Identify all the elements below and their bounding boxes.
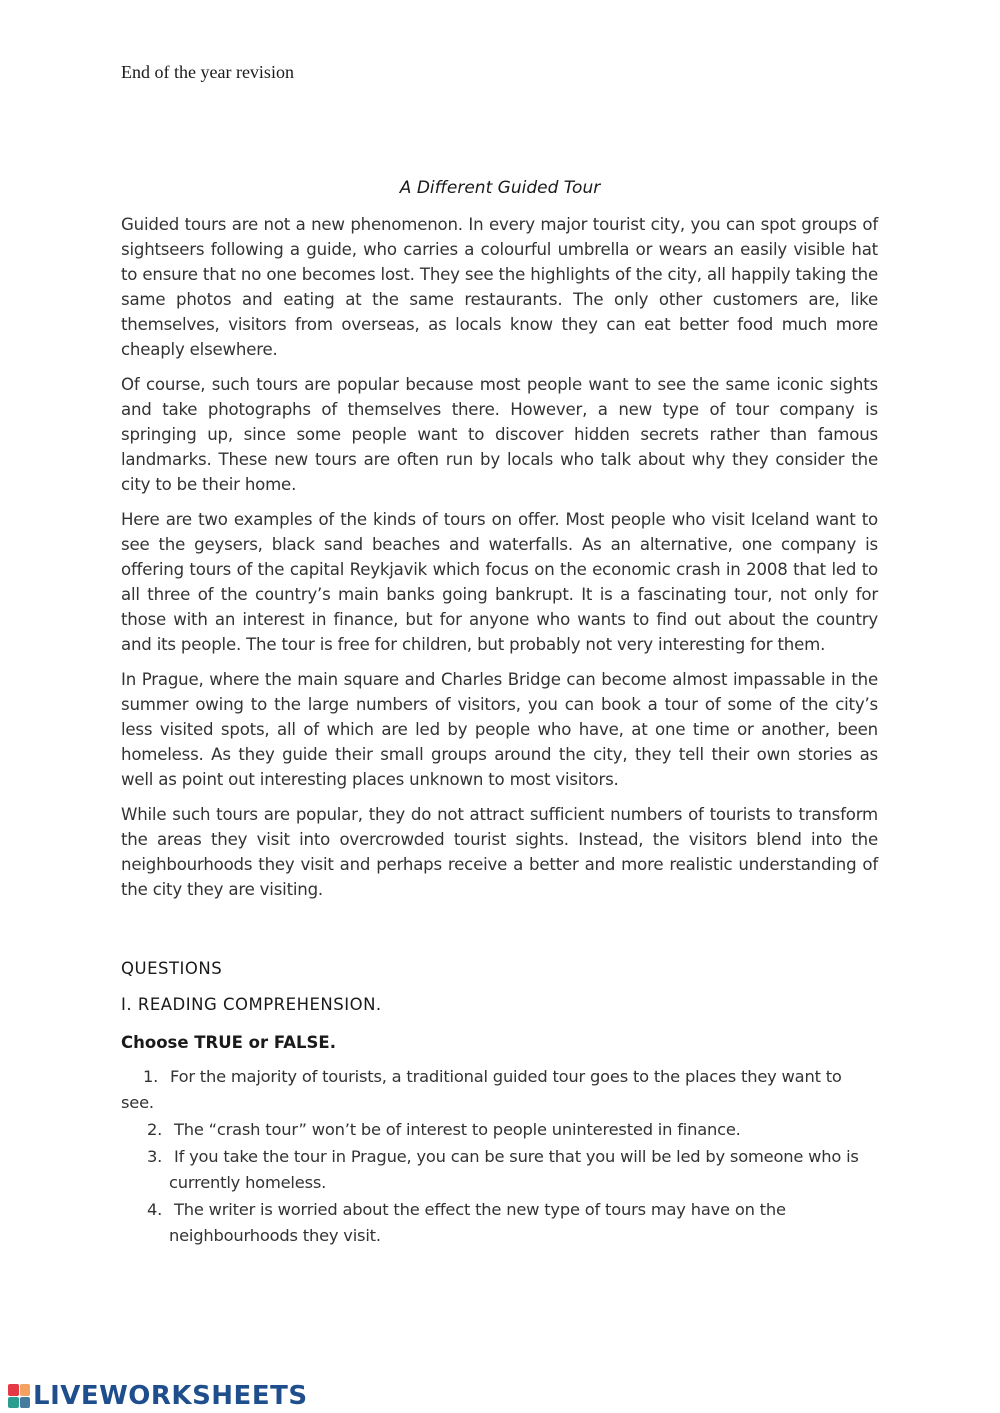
questions-section xyxy=(121,956,878,1250)
logo-square-icon xyxy=(8,1384,19,1396)
article-paragraph: Guided tours are not a new phenomenon. In every major tourist city, you can spot groups of sightseers following a guide, who carries a colourful umbrella or wears an easily visible hat to ensure that no one becomes lost. They see the highlights of the city, all happily taking the same photos and eating at the same restaurants. The only other customers are, like themselves, visitors from overseas, as locals know they can eat better food much more cheaply elsewhere. xyxy=(121,215,878,359)
logo-square-icon xyxy=(20,1397,31,1409)
question-text: The writer is worried about the effect the new type of tours may have on the neighbourhoods they visit. xyxy=(169,1200,786,1245)
question-text: The “crash tour” won’t be of interest to people uninterested in finance. xyxy=(173,1120,741,1139)
article-paragraph: Of course, such tours are popular because most people want to see the same iconic sights and take photographs of themselves there. However, a new type of tour company is springing up, since some people want to discover hidden secrets rather than famous landmarks. These new tours are often run by locals who talk about why they consider the city to be their home. xyxy=(121,375,878,494)
liveworksheets-logo[interactable] xyxy=(8,1380,308,1412)
question-item xyxy=(121,1197,878,1249)
question-text: For the majority of tourists, a traditional guided tour goes to the places they want to see. xyxy=(121,1067,842,1112)
liveworksheets-logo-icon xyxy=(8,1384,30,1408)
question-number: 1. xyxy=(143,1067,159,1086)
question-instruction: Choose TRUE or FALSE. xyxy=(121,1033,336,1052)
question-number: 3. xyxy=(147,1147,163,1166)
header-label: End of the year revision xyxy=(121,62,294,82)
article-body xyxy=(121,212,878,912)
question-number: 4. xyxy=(147,1200,163,1219)
question-list xyxy=(121,1064,878,1249)
reading-comprehension-heading: I. READING COMPREHENSION. xyxy=(121,995,382,1014)
question-item xyxy=(121,1117,878,1143)
questions-heading: QUESTIONS xyxy=(121,959,223,978)
question-number: 2. xyxy=(147,1120,163,1139)
logo-square-icon xyxy=(20,1384,31,1396)
logo-square-icon xyxy=(8,1397,19,1409)
article-paragraph: In Prague, where the main square and Charles Bridge can become almost impassable in the summer owing to the large numbers of visitors, you can book a tour of some of the city’s less visited spots, all of which are led by people who have, at one time or another, been homeless. As they guide their small groups around the city, they tell their own stories as well as point out interesting places unknown to most visitors. xyxy=(121,670,878,789)
liveworksheets-logo-text: LIVEWORKSHEETS xyxy=(33,1381,308,1411)
article-title: A Different Guided Tour xyxy=(399,178,601,198)
article-paragraph: While such tours are popular, they do not attract sufficient numbers of tourists to transform the areas they visit into overcrowded tourist sights. Instead, the visitors blend into the neighbourhoods they visit and perhaps receive a better and more realistic understanding of the city they are visiting. xyxy=(121,805,878,899)
question-item xyxy=(121,1064,878,1116)
article-paragraph: Here are two examples of the kinds of tours on offer. Most people who visit Iceland want to see the geysers, black sand beaches and waterfalls. As an alternative, one company is offering tours of the capital Reykjavik which focus on the economic crash in 2008 that led to all three of the country’s main banks going bankrupt. It is a fascinating tour, not only for those with an interest in finance, but for anyone who wants to find out about the country and its people. The tour is free for children, but probably not very interesting for them. xyxy=(121,510,878,654)
question-text: If you take the tour in Prague, you can be sure that you will be led by someone who is currently homeless. xyxy=(169,1147,859,1192)
question-item xyxy=(121,1144,878,1196)
